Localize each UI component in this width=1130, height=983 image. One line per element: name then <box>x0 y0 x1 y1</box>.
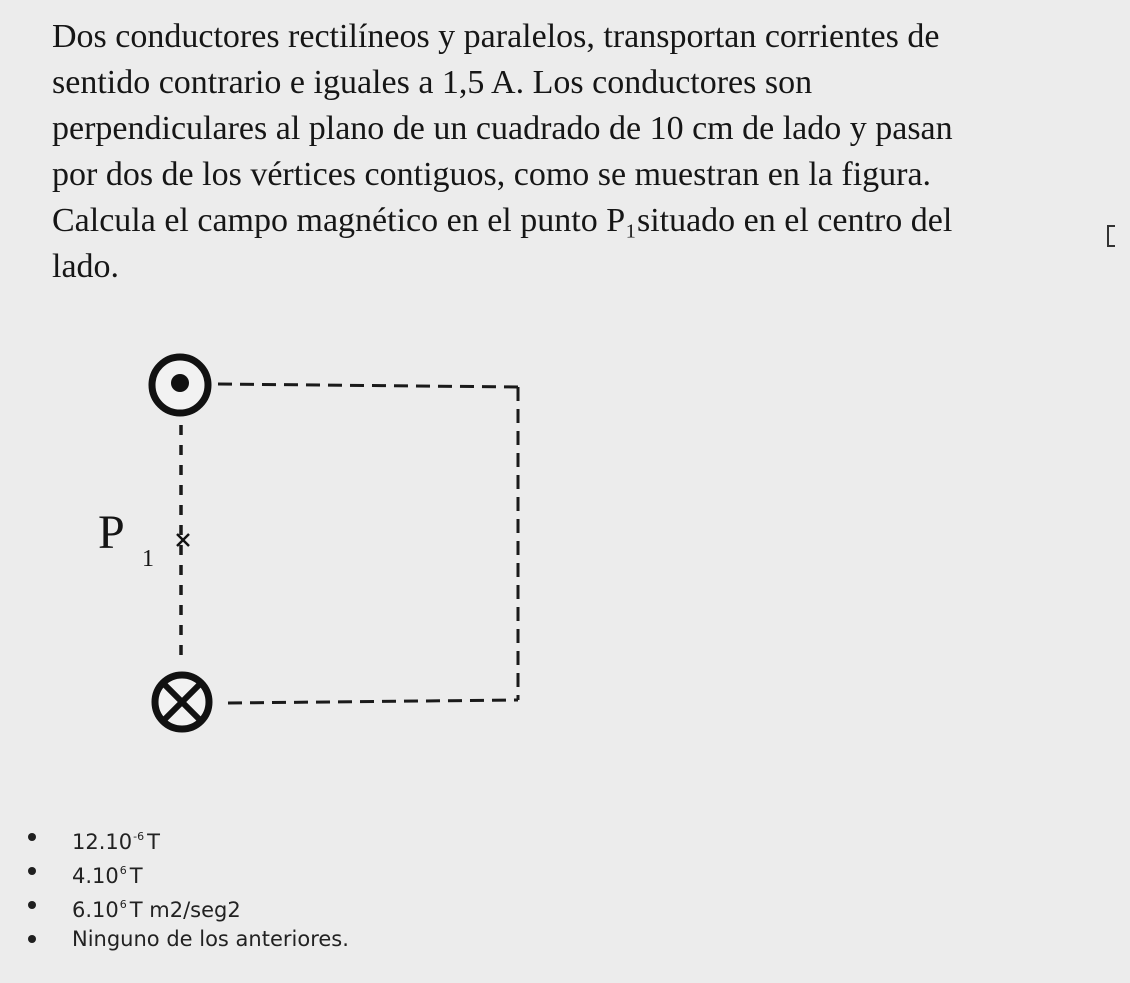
bullet-icon <box>28 867 36 875</box>
bullet-icon <box>28 901 36 909</box>
answer-options <box>0 820 1130 956</box>
answer-option-label: 6.10$^6$ T m2/seg2 <box>72 898 241 922</box>
crop-mark <box>1107 225 1115 247</box>
answer-option-label: $12.10^{-6}$ T <box>72 830 160 854</box>
problem-line: lado. <box>52 248 120 285</box>
problem-statement <box>52 14 1092 290</box>
bullet-icon <box>28 935 36 943</box>
problem-line: sentido contrario e iguales a 1,5 A. Los conductores son <box>52 64 813 101</box>
point-p1-label: P <box>98 506 125 559</box>
problem-line: por dos de los vértices contiguos, como se muestran en la figura. <box>52 156 932 193</box>
problem-line: Calcula el campo magnético en el punto P₁situado en el centro del <box>52 202 953 239</box>
current-out-icon <box>152 357 208 413</box>
square-top-edge <box>218 384 518 387</box>
square-bottom-edge <box>228 700 518 703</box>
current-in-icon <box>155 675 209 729</box>
answer-option[interactable] <box>0 888 1130 922</box>
point-p1-marker <box>177 534 189 546</box>
answer-option-label: Ninguno de los anteriores. <box>72 927 349 951</box>
problem-line: perpendiculares al plano de un cuadrado de 10 cm de lado y pasan <box>52 110 953 147</box>
answer-option[interactable] <box>0 922 1130 956</box>
bullet-icon <box>28 833 36 841</box>
point-p1-subscript: 1 <box>142 546 154 572</box>
problem-line: Dos conductores rectilíneos y paralelos, transportan corrientes de <box>52 18 940 55</box>
answer-option[interactable] <box>0 820 1130 854</box>
answer-option-label: 4.10$^6$ T <box>72 864 143 888</box>
answer-option[interactable] <box>0 854 1130 888</box>
